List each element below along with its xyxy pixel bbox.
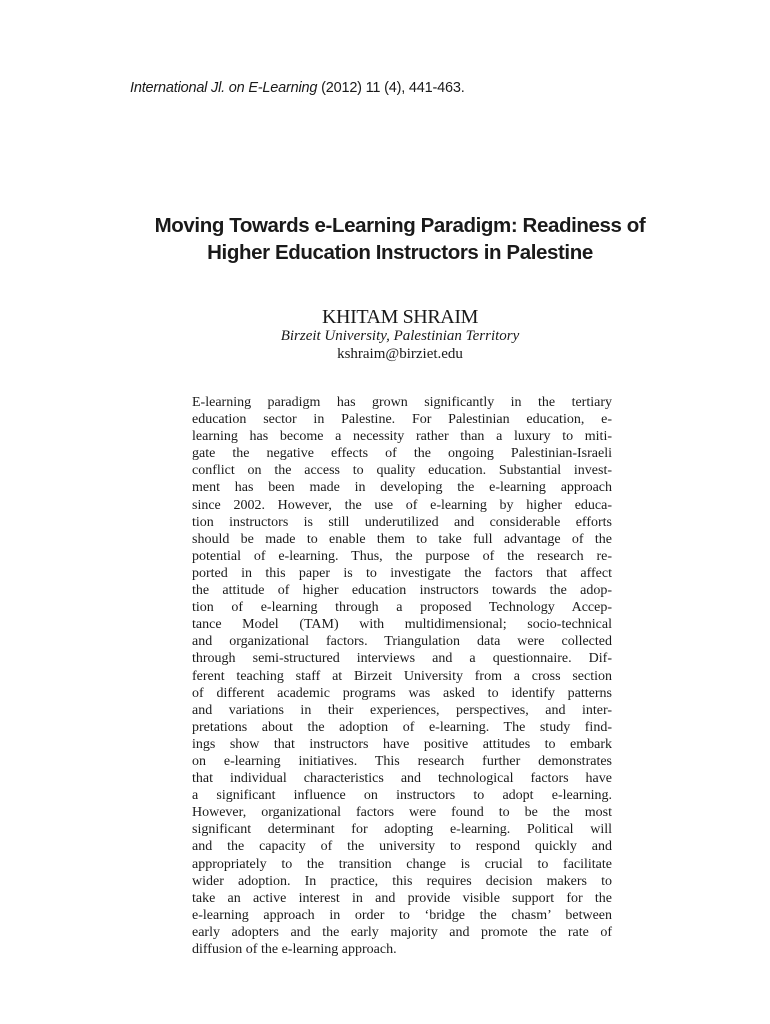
abstract-line: that individual characteristics and technological factors have: [192, 771, 612, 787]
journal-details: (2012) 11 (4), 441-463.: [317, 80, 465, 96]
abstract-line: should be made to enable them to take full advantage of the: [192, 531, 612, 547]
abstract-line: pretations about the adoption of e-learning. The study find-: [192, 719, 612, 735]
abstract-line: ment has been made in developing the e-learning approach: [192, 480, 612, 496]
abstract-line: diffusion of the e-learning approach.: [192, 942, 397, 957]
author-email: kshraim@birziet.edu: [337, 346, 463, 362]
abstract-line: significant determinant for adopting e-learning. Political will: [192, 822, 612, 838]
abstract-line: e-learning approach in order to ‘bridge the chasm’ between: [192, 907, 612, 923]
abstract-line: E-learning paradigm has grown significantly in the tertiary: [192, 395, 612, 410]
abstract-line: of different academic programs was asked to identify patterns: [192, 685, 612, 701]
abstract-line: conflict on the access to quality education. Substantial invest-: [192, 463, 612, 479]
title-line: Higher Education Instructors in Palestine: [207, 241, 593, 264]
journal-name: International Jl. on E-Learning: [130, 80, 318, 96]
abstract-line: wider adoption. In practice, this requires decision makers to: [192, 873, 612, 889]
abstract-line: on e-learning initiatives. This research further demonstrates: [192, 753, 612, 769]
abstract-line: However, organizational factors were found to be the most: [192, 805, 612, 821]
abstract-line: through semi-structured interviews and a questionnaire. Dif-: [192, 651, 612, 667]
abstract-line: ported in this paper is to investigate the factors that affect: [192, 565, 612, 581]
abstract-line: and organizational factors. Triangulation data were collected: [192, 634, 612, 650]
abstract-line: tion of e-learning through a proposed Technology Accep-: [192, 600, 612, 616]
abstract-line: the attitude of higher education instructors towards the adop-: [192, 583, 612, 599]
abstract-line: and variations in their experiences, perspectives, and inter-: [192, 702, 612, 718]
title-line: Moving Towards e-Learning Paradigm: Readiness of: [154, 214, 646, 237]
abstract-line: learning has become a necessity rather than a luxury to miti-: [192, 429, 612, 445]
abstract-line: since 2002. However, the use of e-learning by higher educa-: [192, 497, 612, 513]
abstract-line: early adopters and the early majority and promote the rate of: [192, 924, 612, 940]
author-name: KHITAM SHRAIM: [322, 306, 478, 328]
journal-citation: [130, 80, 465, 96]
abstract-line: education sector in Palestine. For Palestinian education, e-: [192, 412, 612, 428]
abstract-line: tion instructors is still underutilized and considerable efforts: [192, 514, 612, 530]
abstract-line: potential of e-learning. Thus, the purpose of the research re-: [192, 548, 612, 564]
abstract-line: take an active interest in and provide visible support for the: [192, 890, 612, 906]
abstract-line: and the capacity of the university to respond quickly and: [192, 839, 612, 855]
author-affiliation: Birzeit University, Palestinian Territory: [280, 328, 520, 344]
paper-title: [120, 212, 680, 266]
abstract-line: gate the negative effects of the ongoing Palestinian-Israeli: [192, 446, 612, 462]
abstract: [192, 394, 612, 958]
abstract-line: ings show that instructors have positive attitudes to embark: [192, 736, 612, 752]
abstract-line: ferent teaching staff at Birzeit University from a cross section: [192, 668, 612, 684]
abstract-line: appropriately to the transition change is crucial to facilitate: [192, 856, 612, 872]
abstract-line: a significant influence on instructors to adopt e-learning.: [192, 788, 612, 804]
abstract-line: tance Model (TAM) with multidimensional; socio-technical: [192, 617, 612, 633]
